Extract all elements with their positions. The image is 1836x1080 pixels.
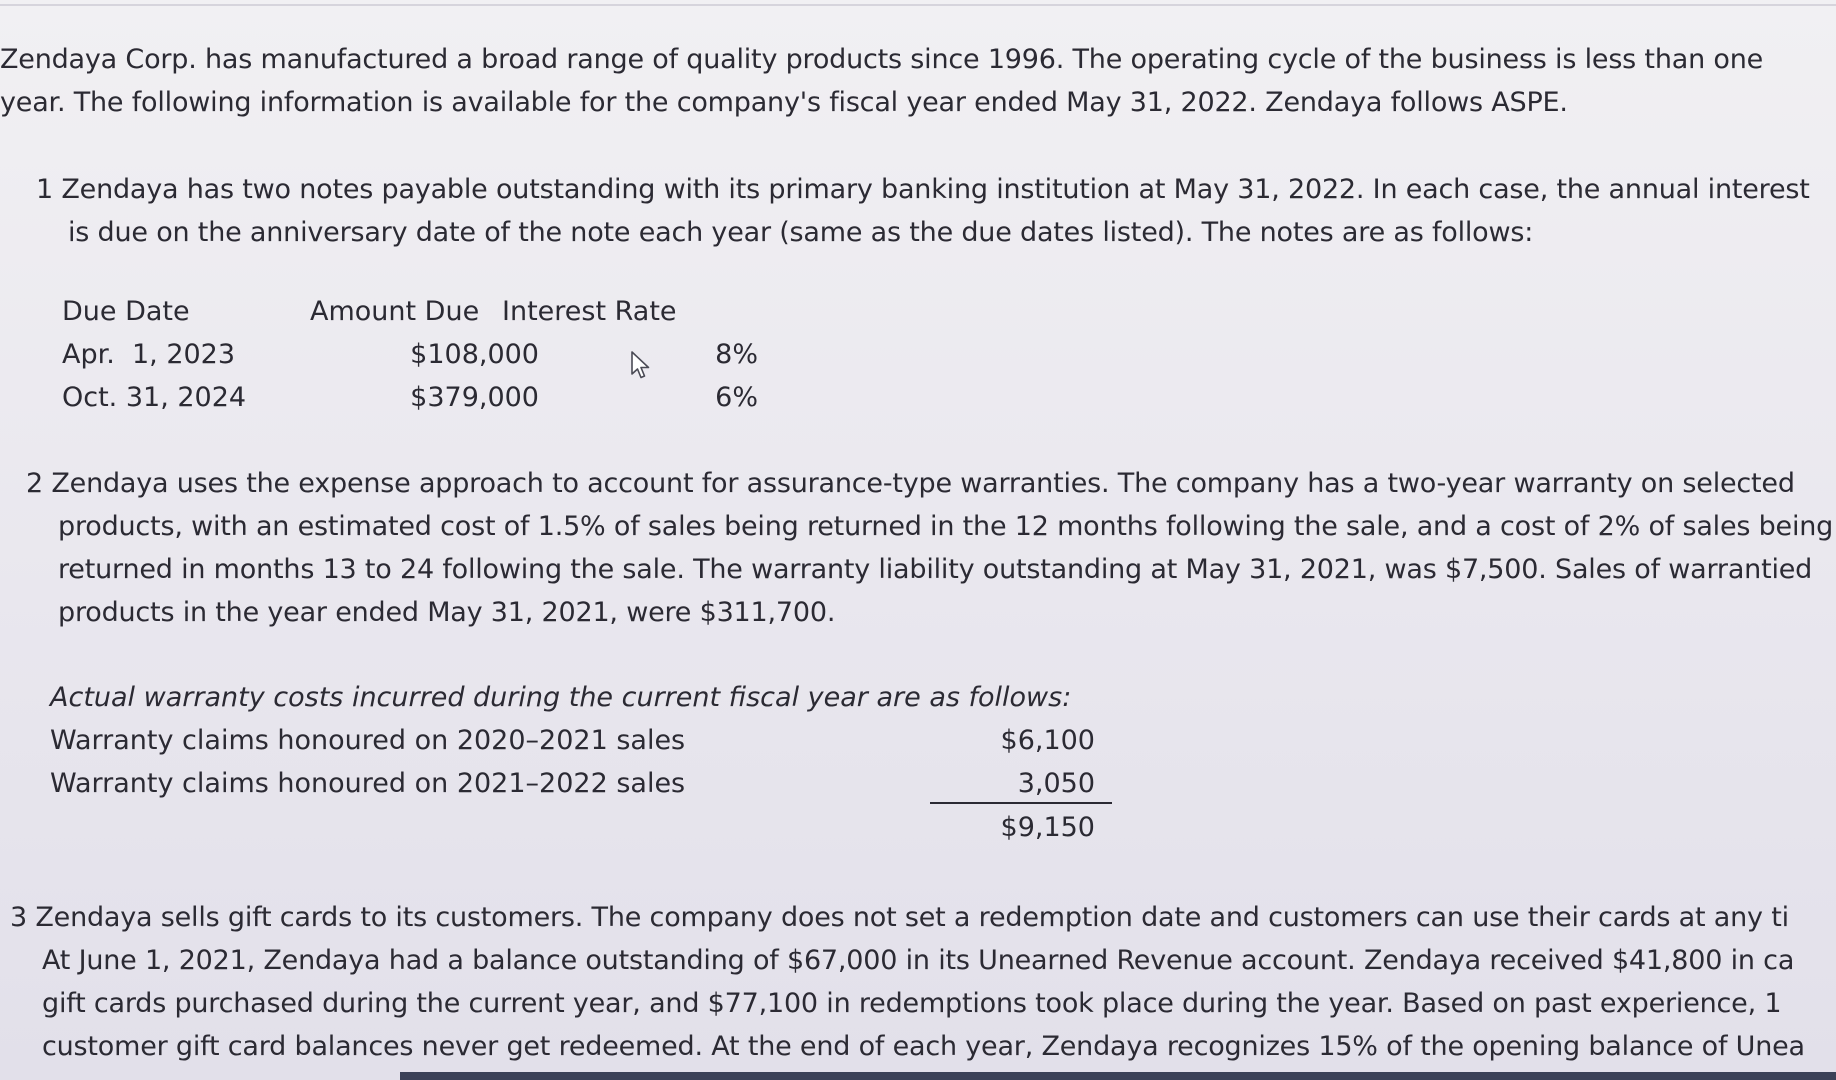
item-2-paragraph: [26, 462, 1833, 634]
bottom-edge-bar: [400, 1072, 1836, 1080]
header-due-date: Due Date: [62, 296, 190, 327]
top-divider: [0, 4, 1836, 6]
interest-rate-cell: 8%: [715, 339, 758, 370]
warranty-claim-amount: $6,100: [1000, 725, 1095, 756]
item-1-line: is due on the anniversary date of the note each year (same as the due dates listed). The notes are as follows:: [68, 217, 1534, 248]
item-2-line: products in the year ended May 31, 2021, were $311,700.: [58, 597, 836, 628]
amount-due-cell: $108,000: [410, 339, 539, 370]
item-3-line: gift cards purchased during the current year, and $77,100 in redemptions took place during the year. Based on past experience, 1: [42, 988, 1782, 1019]
interest-rate-cell: 6%: [715, 382, 758, 413]
item-3-line: customer gift card balances never get redeemed. At the end of each year, Zendaya recognizes 15% of the opening balance of Unea: [42, 1031, 1805, 1062]
item-1-line: 1 Zendaya has two notes payable outstanding with its primary banking institution at May 31, 2022. In each case, the annual interest: [36, 174, 1810, 205]
warranty-total-amount: $9,150: [1000, 812, 1095, 843]
header-amount-due: Amount Due: [310, 296, 480, 327]
item-3-paragraph: [10, 896, 1805, 1068]
item-2-line: returned in months 13 to 24 following the sale. The warranty liability outstanding at May 31, 2021, was $7,500. Sales of warrantied: [58, 554, 1813, 585]
table-row: [50, 719, 1095, 762]
item-3-line: 3 Zendaya sells gift cards to its customers. The company does not set a redemption date and customers can use their cards at any ti: [10, 902, 1789, 933]
warranty-costs-table: [50, 676, 1095, 843]
warranty-claim-label: Warranty claims honoured on 2021–2022 sales: [50, 768, 686, 799]
warranty-costs-heading: Actual warranty costs incurred during the current fiscal year are as follows:: [50, 682, 1072, 713]
mouse-pointer-icon: [630, 350, 652, 380]
due-date-cell: Oct. 31, 2024: [62, 382, 247, 413]
amount-due-cell: $379,000: [410, 382, 539, 413]
intro-line: Zendaya Corp. has manufactured a broad range of quality products since 1996. The operating cycle of the business is less than one: [0, 44, 1764, 75]
due-date-cell: Apr. 1, 2023: [62, 339, 236, 370]
intro-paragraph: [0, 38, 1763, 124]
total-underline: [930, 802, 1112, 804]
item-2-line: 2 Zendaya uses the expense approach to account for assurance-type warranties. The company has a two-year warranty on selected: [26, 468, 1795, 499]
item-2-line: products, with an estimated cost of 1.5% of sales being returned in the 12 months following the sale, and a cost of 2% of sales being: [58, 511, 1834, 542]
item-3-line: At June 1, 2021, Zendaya had a balance outstanding of $67,000 in its Unearned Revenue account. Zendaya received $41,800 in ca: [42, 945, 1795, 976]
header-interest-rate: Interest Rate: [502, 296, 677, 327]
intro-line: year. The following information is available for the company's fiscal year ended May 31, 2022. Zendaya follows ASPE.: [0, 87, 1568, 118]
table-row: [50, 762, 1095, 805]
warranty-claim-label: Warranty claims honoured on 2020–2021 sales: [50, 725, 686, 756]
item-1-paragraph: [36, 168, 1810, 254]
warranty-claim-amount: 3,050: [1017, 768, 1095, 799]
